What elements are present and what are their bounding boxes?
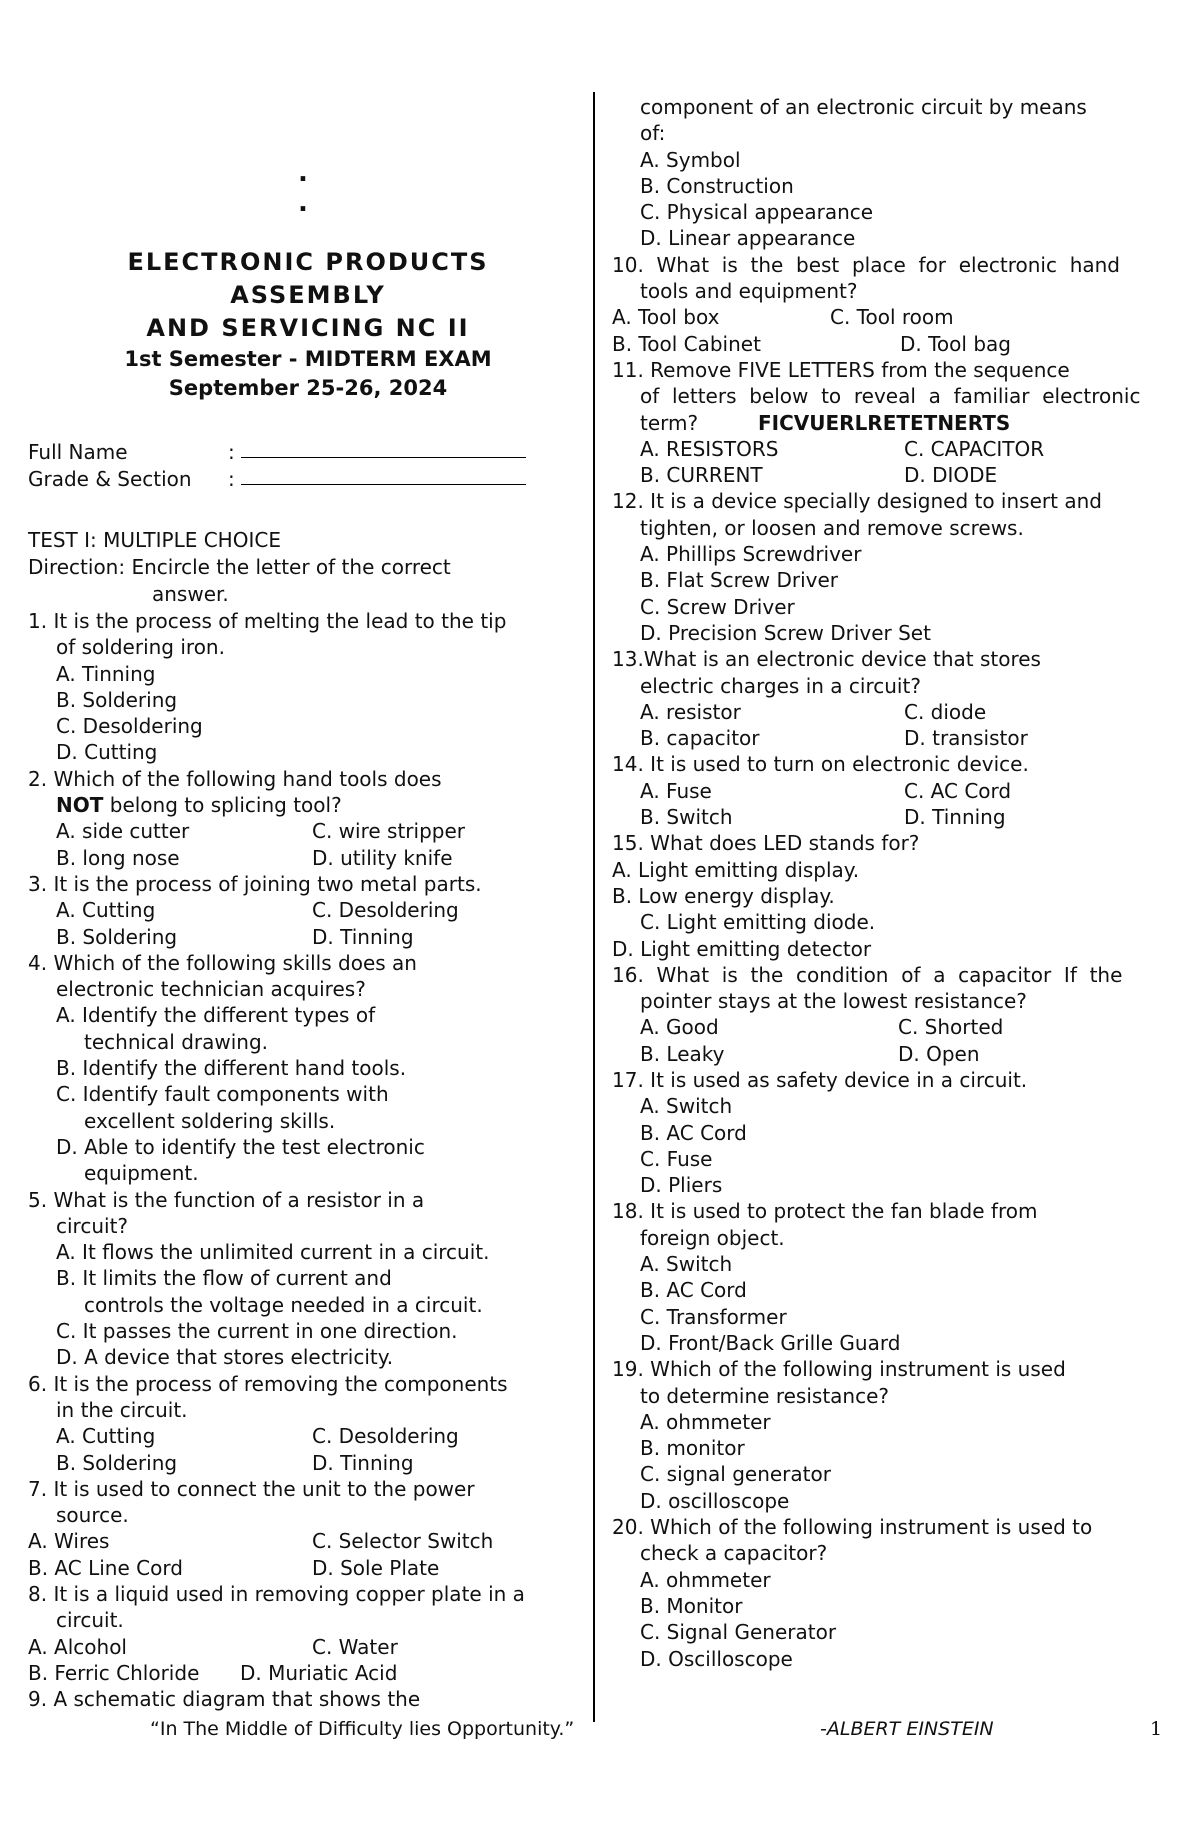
direction: answer. [152, 582, 229, 606]
choice[interactable]: B. Soldering [56, 1450, 178, 1475]
choice[interactable]: D. Tinning [904, 805, 1006, 830]
choice[interactable]: A. Tinning [56, 661, 156, 686]
question-text: 8. It is a liquid used in removing copper plate in a [28, 1581, 525, 1606]
question-text: 9. A schematic diagram that shows the [28, 1687, 421, 1712]
question-text: 15. What does LED stands for? [612, 831, 920, 856]
question-5 [28, 1187, 578, 1371]
choice[interactable]: B. Flat Screw Driver [640, 568, 838, 593]
question-text: electric charges in a circuit? [640, 673, 921, 698]
choice[interactable]: B. It limits the flow of current and [56, 1266, 392, 1291]
choice[interactable]: C. Physical appearance [640, 200, 874, 225]
test-header [28, 527, 578, 608]
choice[interactable]: D. Tinning [312, 1450, 414, 1475]
choice[interactable]: C. Light emitting diode. [640, 910, 876, 935]
dot: . [298, 158, 308, 188]
choice[interactable]: C. Signal Generator [640, 1620, 837, 1645]
choice[interactable]: A. Alcohol [28, 1634, 127, 1659]
choice[interactable]: B. Leaky [640, 1041, 725, 1066]
choice[interactable]: A. It flows the unlimited current in a circuit. [56, 1240, 490, 1265]
choice-continued: controls the voltage needed in a circuit. [84, 1292, 483, 1317]
choice[interactable]: C. Desoldering [312, 898, 459, 923]
question-text: pointer stays at the lowest resistance? [640, 989, 1027, 1014]
question-text: of soldering iron. [56, 635, 225, 660]
choice-row [28, 897, 578, 923]
right-column [612, 94, 1197, 1672]
question-10 [612, 252, 1197, 357]
question-1 [28, 608, 578, 766]
choice[interactable]: D. Pliers [640, 1173, 723, 1198]
choice[interactable]: A. resistor [640, 699, 741, 724]
question-14 [612, 751, 1197, 830]
choice[interactable]: C. It passes the current in one direction. [56, 1319, 458, 1344]
choice[interactable]: B. AC Cord [640, 1278, 747, 1303]
choice[interactable]: A. Good [640, 1015, 719, 1040]
left-column [28, 160, 578, 1712]
choice-row [28, 1528, 578, 1554]
exam-date: September 25-26, 2024 [168, 376, 448, 400]
choice[interactable]: D. Precision Screw Driver Set [640, 620, 931, 645]
question-text: to determine resistance? [640, 1383, 890, 1408]
question-20 [612, 1514, 1197, 1672]
question-7 [28, 1476, 578, 1581]
question-text: 5. What is the function of a resistor in a [28, 1187, 425, 1212]
choice[interactable]: B. Ferric Chloride [28, 1660, 200, 1685]
question-text: source. [56, 1503, 129, 1528]
question-text: tools and equipment? [640, 279, 858, 304]
question-4 [28, 950, 578, 1187]
section-label: Grade & Section [28, 467, 192, 491]
question-17 [612, 1067, 1197, 1198]
choice[interactable]: A. Symbol [640, 147, 741, 172]
choice[interactable]: D. Front/Back Grille Guard [640, 1330, 901, 1355]
question-text: of letters below to reveal a familiar electronic [640, 384, 1141, 409]
choice-row [28, 845, 578, 871]
full-name-label: Full Name [28, 440, 128, 464]
choice-row [612, 1041, 1197, 1067]
choice[interactable]: C. Transformer [640, 1304, 787, 1329]
choice[interactable]: B. Construction [640, 173, 794, 198]
semester-label: 1st Semester - MIDTERM EXAM [124, 347, 492, 371]
choice[interactable]: A. side cutter [56, 819, 190, 844]
question-text [28, 792, 578, 818]
choice[interactable]: A. RESISTORS [640, 436, 779, 461]
choice[interactable]: A. Cutting [56, 1424, 156, 1449]
choice-continued: excellent soldering skills. [84, 1108, 336, 1133]
question-text: foreign object. [640, 1225, 785, 1250]
choice[interactable]: C. Desoldering [312, 1424, 459, 1449]
choice[interactable]: C. CAPACITOR [904, 436, 1045, 461]
choice[interactable]: A. Phillips Screwdriver [640, 542, 862, 567]
question-8 [28, 1581, 578, 1686]
choice-row [612, 1014, 1197, 1040]
question-9-end [612, 94, 1197, 252]
page-number: 1 [1150, 1718, 1163, 1740]
choice-row [612, 331, 1197, 357]
question-16 [612, 962, 1197, 1067]
choice-row [28, 924, 578, 950]
choice[interactable]: C. wire stripper [312, 819, 465, 844]
question-text: term? [640, 410, 699, 435]
question-text: 11. Remove FIVE LETTERS from the sequence [612, 357, 1070, 382]
student-info [28, 439, 578, 493]
choice[interactable]: C. Fuse [640, 1146, 713, 1171]
choice[interactable]: D. Muriatic Acid [240, 1660, 398, 1685]
section-field[interactable] [241, 466, 526, 485]
choice[interactable]: B. Identify the different hand tools. [56, 1056, 407, 1081]
choice[interactable]: C. Tool room [830, 305, 954, 330]
colon: : [228, 467, 235, 491]
question-19 [612, 1356, 1197, 1514]
question-text-row [612, 410, 1197, 436]
choice-row [612, 778, 1197, 804]
question-text: 3. It is the process of joining two metal parts. [28, 871, 482, 896]
choice[interactable]: B. long nose [56, 845, 180, 870]
choice[interactable]: D. Tinning [312, 924, 414, 949]
question-text: 4. Which of the following skills does an [28, 950, 417, 975]
question-6 [28, 1371, 578, 1476]
choice[interactable]: A. Switch [640, 1252, 733, 1277]
choice-row [28, 1423, 578, 1449]
question-text: of: [640, 121, 666, 146]
question-text: circuit? [56, 1213, 129, 1238]
choice[interactable]: D. Cutting [56, 740, 158, 765]
choice[interactable]: D. Sole Plate [312, 1555, 440, 1580]
colon: : [228, 440, 235, 464]
question-text: 7. It is used to connect the unit to the power [28, 1476, 475, 1501]
question-text-tail: belong to splicing tool? [103, 793, 342, 818]
emphasis: NOT [56, 793, 104, 818]
question-2 [28, 766, 578, 871]
choice[interactable]: C. AC Cord [904, 778, 1012, 803]
choice[interactable]: A. Light emitting display. [612, 857, 860, 882]
question-text: 6. It is the process of removing the components [28, 1371, 508, 1396]
choice[interactable]: A. Identify the different types of [56, 1003, 376, 1028]
choice[interactable]: D. Oscilloscope [640, 1646, 793, 1671]
exam-title-line: ASSEMBLY [230, 281, 386, 309]
choice-row [612, 462, 1197, 488]
exam-title-line: ELECTRONIC PRODUCTS [127, 248, 489, 276]
dot: . [298, 188, 308, 218]
test-heading: TEST I: MULTIPLE CHOICE [28, 528, 281, 552]
choice[interactable]: B. Tool Cabinet [612, 331, 761, 356]
question-text: 10. What is the best place for electronic hand [612, 252, 1120, 277]
choice[interactable]: D. A device that stores electricity. [56, 1345, 394, 1370]
question-11 [612, 357, 1197, 488]
choice[interactable]: B. AC Cord [640, 1120, 747, 1145]
choice-row [612, 304, 1197, 330]
choice[interactable]: B. Switch [640, 805, 733, 830]
question-text: component of an electronic circuit by means [640, 95, 1087, 119]
choice[interactable]: D. Tool bag [900, 331, 1011, 356]
choice[interactable]: A. Fuse [640, 778, 712, 803]
choice[interactable]: C. Screw Driver [640, 594, 795, 619]
letter-sequence: FICVUERLRETETNERTS [758, 410, 1011, 435]
choice[interactable]: C. Desoldering [56, 714, 203, 739]
question-text: 19. Which of the following instrument is used [612, 1357, 1066, 1382]
choice[interactable]: B. Monitor [640, 1593, 743, 1618]
choice[interactable]: D. Light emitting detector [612, 936, 872, 961]
question-text: 1. It is the process of melting the lead to the tip [28, 609, 507, 633]
choice[interactable]: C. Shorted [898, 1015, 1004, 1040]
choice[interactable]: C. Water [312, 1634, 398, 1659]
question-3 [28, 871, 578, 950]
choice-row [612, 436, 1197, 462]
question-15 [612, 830, 1197, 961]
question-text: 2. Which of the following hand tools does [28, 766, 442, 791]
choice-row [28, 1450, 578, 1476]
choice-row [28, 1660, 578, 1686]
question-text: 16. What is the condition of a capacitor If the [612, 962, 1123, 987]
choice[interactable]: A. ohmmeter [640, 1409, 771, 1434]
choice-row [28, 1634, 578, 1660]
question-text: electronic technician acquires? [56, 977, 366, 1002]
question-text: 20. Which of the following instrument is used to [612, 1515, 1093, 1540]
full-name-row [28, 439, 578, 466]
question-text: 17. It is used as safety device in a circuit. [612, 1067, 1028, 1092]
choice[interactable]: A. ohmmeter [640, 1567, 771, 1592]
question-text: tighten, or loosen and remove screws. [640, 515, 1024, 540]
choice[interactable]: B. monitor [640, 1436, 745, 1461]
choice[interactable]: D. DIODE [904, 463, 998, 488]
choice-row [28, 818, 578, 844]
choice[interactable]: C. Identify fault components with [56, 1082, 389, 1107]
direction: Direction: Encircle the letter of the correct [28, 555, 451, 579]
question-text: 14. It is used to turn on electronic device. [612, 752, 1029, 777]
choice[interactable]: D. oscilloscope [640, 1488, 790, 1513]
choice[interactable]: D. Linear appearance [640, 226, 856, 251]
choice[interactable]: A. Switch [640, 1094, 733, 1119]
choice[interactable]: B. Soldering [56, 687, 178, 712]
question-text: in the circuit. [56, 1397, 188, 1422]
choice-row [612, 804, 1197, 830]
choice[interactable]: D. Open [898, 1041, 980, 1066]
choice[interactable]: B. CURRENT [640, 463, 763, 488]
title-block [58, 246, 558, 403]
choice-continued: technical drawing. [84, 1029, 269, 1054]
question-12 [612, 488, 1197, 646]
question-text: check a capacitor? [640, 1541, 828, 1566]
choice-row [28, 1555, 578, 1581]
choice-row [612, 699, 1197, 725]
choice[interactable]: D. Able to identify the test electronic [56, 1134, 425, 1159]
question-text: 18. It is used to protect the fan blade from [612, 1199, 1038, 1224]
full-name-field[interactable] [241, 439, 526, 458]
choice[interactable]: B. Low energy display. [612, 883, 835, 908]
choice[interactable]: A. Cutting [56, 898, 156, 923]
question-18 [612, 1198, 1197, 1356]
choice[interactable]: A. Tool box [612, 305, 720, 330]
choice[interactable]: B. AC Line Cord [28, 1555, 183, 1580]
question-text: 12. It is a device specially designed to insert and [612, 489, 1102, 514]
choice[interactable]: D. transistor [904, 726, 1028, 751]
column-divider [593, 92, 595, 1722]
choice-row [612, 725, 1197, 751]
footer-author: -ALBERT EINSTEIN [820, 1718, 994, 1740]
footer-quote: “In The Middle of Difficulty lies Opportunity.” [150, 1718, 575, 1740]
question-text: circuit. [56, 1608, 124, 1633]
choice[interactable]: C. signal generator [640, 1462, 831, 1487]
question-13 [612, 646, 1197, 751]
choice[interactable]: C. diode [904, 699, 987, 724]
choice[interactable]: A. Wires [28, 1529, 110, 1554]
choice[interactable]: B. capacitor [640, 726, 760, 751]
question-9-start [28, 1686, 578, 1712]
choice-continued: equipment. [84, 1161, 199, 1186]
choice[interactable]: B. Soldering [56, 924, 178, 949]
section-row [28, 466, 578, 493]
choice[interactable]: D. utility knife [312, 845, 453, 870]
exam-title-line: AND SERVICING NC II [146, 314, 470, 342]
choice[interactable]: C. Selector Switch [312, 1529, 494, 1554]
question-text: 13.What is an electronic device that stores [612, 647, 1041, 672]
